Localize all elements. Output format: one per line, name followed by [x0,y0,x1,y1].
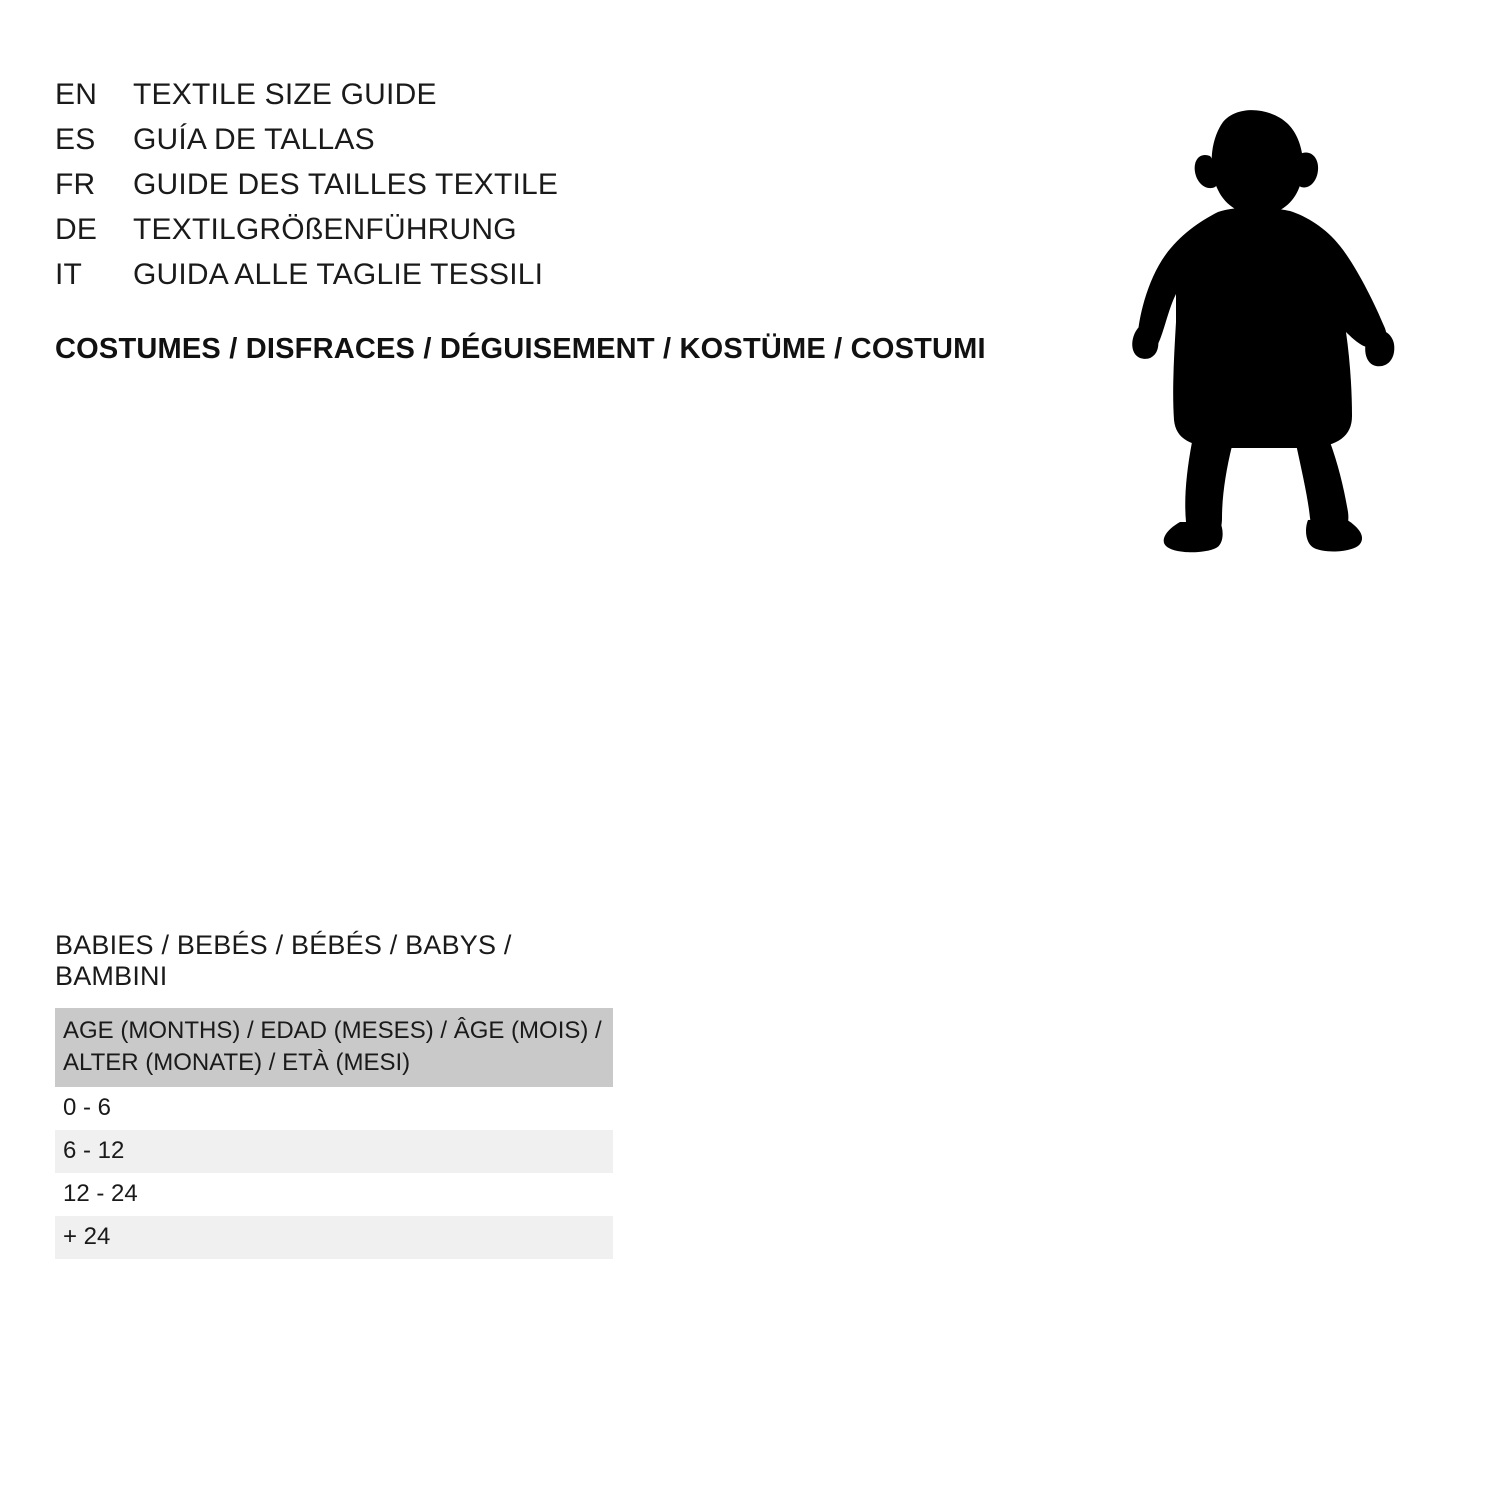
size-table [55,1008,613,1259]
cell-age-range: 12 - 24 [55,1173,613,1216]
language-row-it [55,258,1055,303]
language-code-fr: FR [55,168,96,201]
cell-age-range: + 24 [55,1216,613,1259]
table-row [55,1087,613,1130]
language-row-de [55,213,1055,258]
cell-age-range: 0 - 6 [55,1087,613,1130]
column-header-age: AGE (MONTHS) / EDAD (MESES) / ÂGE (MOIS) / ALTER (MONATE) / ETÀ (MESI) [55,1008,613,1087]
category-heading: COSTUMES / DISFRACES / DÉGUISEMENT / KOSTÜME / COSTUMI [55,333,986,365]
table-row [55,1130,613,1173]
language-row-es [55,123,1055,168]
table-row [55,1173,613,1216]
cell-age-range: 6 - 12 [55,1130,613,1173]
language-code-es: ES [55,123,96,156]
language-row-fr [55,168,1055,213]
language-text-es: GUÍA DE TALLAS [133,123,375,156]
language-code-en: EN [55,78,98,111]
language-row-en [55,78,1055,123]
language-text-fr: GUIDE DES TAILLES TEXTILE [133,168,559,201]
size-table-section [55,930,615,1259]
language-list [55,78,1055,303]
language-code-de: DE [55,213,98,246]
language-code-it: IT [55,258,83,291]
table-row [55,1216,613,1259]
table-header-row [55,1008,613,1087]
toddler-silhouette-icon [1100,60,1440,560]
language-text-de: TEXTILGRÖßENFÜHRUNG [133,213,517,246]
size-table-caption: BABIES / BEBÉS / BÉBÉS / BABYS / BAMBINI [55,930,512,991]
language-text-it: GUIDA ALLE TAGLIE TESSILI [133,258,544,291]
language-text-en: TEXTILE SIZE GUIDE [133,78,437,111]
